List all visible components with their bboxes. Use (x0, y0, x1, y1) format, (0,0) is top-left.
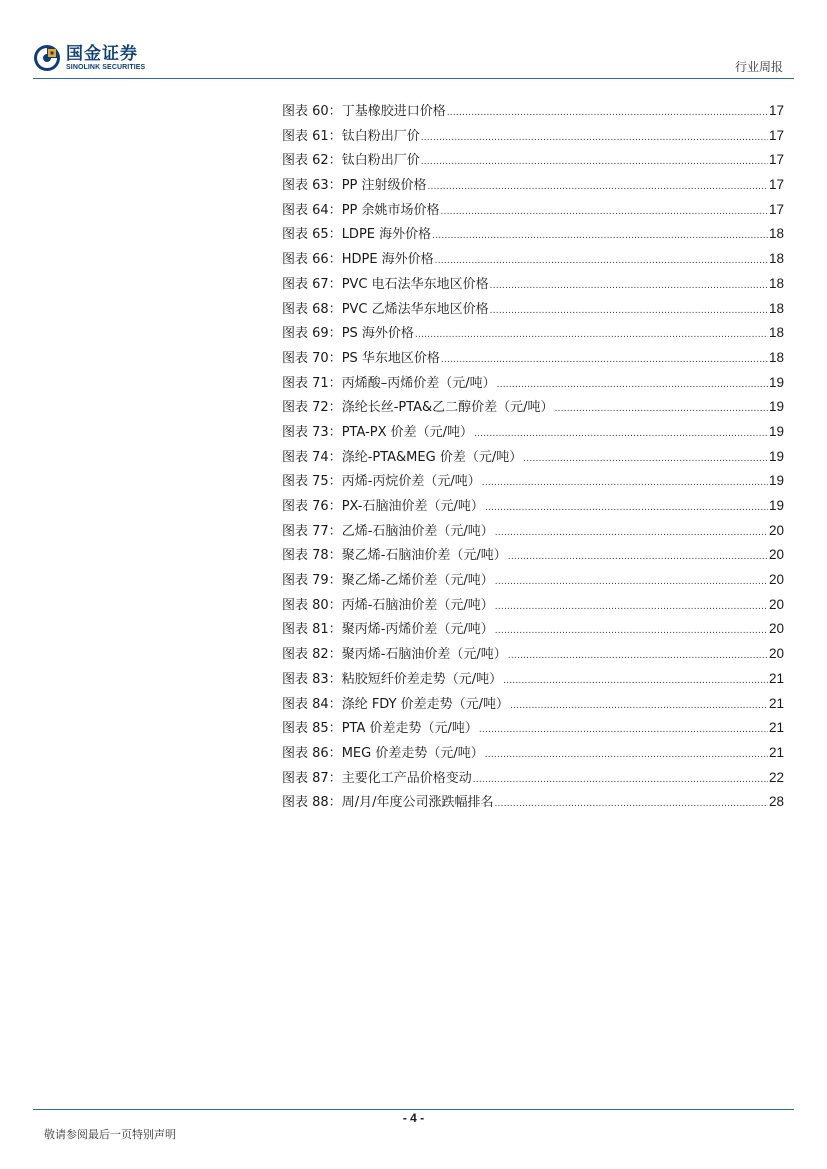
toc-dot-leader (510, 694, 768, 719)
toc-entry-page: 21 (768, 720, 784, 736)
toc-entry[interactable] (282, 395, 784, 420)
toc-entry-title: PVC 乙烯法华东地区价格 (341, 301, 489, 317)
toc-entry-title: 聚乙烯-石脑油价差（元/吨） (341, 548, 507, 564)
toc-entry[interactable] (282, 222, 784, 247)
toc-dot-leader (508, 644, 768, 669)
toc-entry-page: 21 (768, 744, 784, 760)
toc-entry-page: 20 (768, 646, 784, 662)
report-type-label: 行业周报 (734, 60, 783, 74)
toc-entry[interactable] (282, 617, 784, 642)
toc-dot-leader (494, 792, 768, 817)
toc-entry-title: 粘胶短纤价差走势（元/吨） (341, 671, 503, 687)
toc-entry-label: 图表 74： (282, 449, 342, 465)
toc-entry-title: 丁基橡胶进口价格 (341, 104, 446, 119)
toc-entry-page: 18 (768, 226, 784, 242)
toc-entry[interactable] (282, 494, 784, 519)
toc-entry[interactable] (282, 790, 784, 815)
toc-entry-page: 20 (768, 547, 784, 563)
toc-dot-leader (485, 743, 768, 768)
toc-entry-label: 图表 84： (282, 696, 342, 712)
toc-entry-label: 图表 75： (282, 474, 342, 490)
toc-entry-label: 图表 70： (282, 350, 342, 366)
toc-entry-title: PTA-PX 价差（元/吨） (341, 424, 474, 440)
toc-dot-leader (495, 595, 768, 620)
toc-entry[interactable] (282, 445, 784, 470)
toc-entry-label: 图表 65： (282, 227, 342, 243)
toc-entry-label: 图表 79： (282, 573, 342, 589)
toc-entry-title: 丙烯酸–丙烯价差（元/吨） (341, 375, 496, 391)
toc-entry[interactable] (282, 198, 784, 223)
toc-dot-leader (435, 249, 768, 274)
toc-dot-leader (503, 669, 768, 694)
toc-entry[interactable] (282, 543, 784, 568)
toc-entry-page: 17 (768, 201, 784, 217)
toc-entry-page: 28 (768, 794, 784, 810)
toc-entry-title: PS 华东地区价格 (341, 350, 440, 366)
toc-entry[interactable] (282, 741, 784, 766)
toc-entry-title: LDPE 海外价格 (341, 227, 432, 243)
toc-entry[interactable] (282, 272, 784, 297)
toc-entry-title: MEG 价差走势（元/吨） (341, 745, 484, 761)
toc-dot-leader (447, 101, 768, 126)
toc-dot-leader (473, 768, 768, 793)
toc-entry-title: 聚丙烯-石脑油价差（元/吨） (341, 647, 507, 663)
toc-entry-label: 图表 60： (282, 104, 342, 119)
toc-entry-title: 涤纶长丝-PTA&乙二醇价差（元/吨） (341, 400, 554, 416)
toc-entry[interactable] (282, 568, 784, 593)
toc-entry[interactable] (282, 371, 784, 396)
toc-dot-leader (490, 299, 768, 324)
toc-entry-label: 图表 87： (282, 770, 342, 786)
toc-dot-leader (555, 397, 768, 422)
toc-entry-title: 钛白粉出厂价 (341, 128, 420, 144)
toc-entry-label: 图表 78： (282, 548, 342, 564)
toc-entry-title: 乙烯-石脑油价差（元/吨） (341, 523, 494, 539)
toc-entry-page: 18 (768, 251, 784, 267)
toc-dot-leader (495, 570, 768, 595)
toc-entry-title: 丙烯-石脑油价差（元/吨） (341, 597, 494, 613)
toc-entry-label: 图表 69： (282, 326, 342, 342)
toc-entry-label: 图表 86： (282, 745, 342, 761)
toc-entry[interactable] (282, 148, 784, 173)
toc-dot-leader (441, 348, 768, 373)
toc-entry-page: 20 (768, 522, 784, 538)
toc-dot-leader (485, 496, 768, 521)
toc-dot-leader (490, 274, 768, 299)
toc-entry-title: PVC 电石法华东地区价格 (341, 276, 489, 292)
toc-entry[interactable] (282, 593, 784, 618)
toc-entry-label: 图表 68： (282, 301, 342, 317)
toc-entry-label: 图表 83： (282, 671, 342, 687)
toc-entry-label: 图表 66： (282, 252, 342, 268)
toc-entry-page: 18 (768, 300, 784, 316)
sinolink-logo-icon (33, 44, 61, 72)
toc-entry-label: 图表 80： (282, 597, 342, 613)
toc-entry-page: 19 (768, 498, 784, 513)
toc-entry-page: 19 (768, 448, 784, 464)
toc-entry[interactable] (282, 124, 784, 149)
toc-dot-leader (495, 521, 768, 546)
toc-entry-label: 图表 67： (282, 276, 342, 292)
toc-entry-page: 20 (768, 596, 784, 612)
logo-english-name: SINOLINK SECURITIES (66, 63, 146, 71)
toc-entry[interactable] (282, 469, 784, 494)
toc-entry-page: 17 (768, 177, 784, 193)
toc-entry-page: 18 (768, 275, 784, 291)
toc-entry-label: 图表 62： (282, 153, 342, 169)
company-logo (33, 44, 145, 72)
toc-entry-title: HDPE 海外价格 (341, 252, 434, 268)
toc-dot-leader (497, 373, 768, 398)
toc-entry-label: 图表 73： (282, 424, 342, 440)
toc-entry-label: 图表 82： (282, 647, 342, 663)
logo-chinese-name: 国金证券 (66, 43, 138, 64)
page-number: - 4 - (402, 1111, 425, 1125)
toc-entry-page: 21 (768, 695, 784, 711)
toc-entry-page: 18 (768, 349, 784, 365)
toc-entry-title: 主要化工产品价格变动 (341, 770, 472, 786)
toc-entry[interactable] (282, 642, 784, 667)
toc-entry-label: 图表 61： (282, 128, 342, 144)
toc-entry-page: 19 (768, 473, 784, 489)
toc-dot-leader (421, 150, 768, 175)
toc-entry-title: 聚乙烯-乙烯价差（元/吨） (341, 573, 494, 589)
toc-entry-page: 19 (768, 423, 784, 439)
toc-entry[interactable] (282, 766, 784, 791)
toc-entry-page: 22 (768, 769, 784, 785)
toc-entry-page: 19 (768, 374, 784, 390)
toc-entry-title: PS 海外价格 (341, 326, 414, 342)
toc-entry-label: 图表 85： (282, 721, 342, 737)
toc-entry[interactable] (282, 297, 784, 322)
toc-entry-title: 涤纶-PTA&MEG 价差（元/吨） (341, 449, 523, 465)
toc-dot-leader (474, 422, 768, 447)
toc-entry-page: 19 (768, 399, 784, 415)
toc-entry[interactable] (282, 667, 784, 692)
toc-entry-title: PP 注射级价格 (341, 178, 427, 194)
toc-dot-leader (495, 619, 768, 644)
toc-entry-page: 17 (768, 152, 784, 168)
toc-entry[interactable] (282, 519, 784, 544)
toc-entry-label: 图表 77： (282, 523, 342, 539)
toc-dot-leader (523, 447, 768, 472)
footer-divider (33, 1109, 794, 1110)
toc-entry-title: 钛白粉出厂价 (341, 153, 420, 169)
toc-entry-page: 20 (768, 621, 784, 637)
toc-entry-page: 17 (768, 103, 784, 118)
toc-entry-label: 图表 71： (282, 375, 342, 391)
toc-entry[interactable] (282, 99, 784, 124)
toc-dot-leader (508, 545, 768, 570)
toc-entry[interactable] (282, 346, 784, 371)
toc-entry-title: 涤纶 FDY 价差走势（元/吨） (341, 696, 510, 712)
toc-entry-title: PP 余姚市场价格 (341, 202, 440, 218)
toc-entry-title: 周/月/年度公司涨跌幅排名 (341, 795, 494, 811)
toc-entry-page: 17 (768, 127, 784, 143)
figure-list (282, 99, 784, 815)
toc-entry[interactable] (282, 247, 784, 272)
toc-entry-page: 21 (768, 670, 784, 686)
toc-entry-label: 图表 63： (282, 178, 342, 194)
toc-entry[interactable] (282, 716, 784, 741)
toc-entry-page: 20 (768, 572, 784, 588)
disclaimer-text: 敬请参阅最后一页特别声明 (44, 1128, 176, 1141)
toc-entry[interactable] (282, 420, 784, 445)
toc-entry[interactable] (282, 321, 784, 346)
toc-dot-leader (479, 718, 768, 743)
toc-entry-title: 聚丙烯-丙烯价差（元/吨） (341, 622, 494, 638)
toc-dot-leader (482, 471, 768, 496)
page-header (0, 0, 827, 80)
toc-entry[interactable] (282, 173, 784, 198)
toc-entry-title: 丙烯-丙烷价差（元/吨） (341, 474, 481, 490)
toc-dot-leader (415, 323, 768, 348)
toc-dot-leader (428, 175, 768, 200)
toc-entry-label: 图表 76： (282, 499, 342, 514)
toc-dot-leader (421, 126, 768, 151)
toc-dot-leader (432, 224, 768, 249)
toc-entry-title: PTA 价差走势（元/吨） (341, 721, 478, 737)
toc-entry-label: 图表 72： (282, 400, 342, 416)
toc-entry-label: 图表 88： (282, 795, 342, 811)
toc-entry-label: 图表 81： (282, 622, 342, 638)
toc-entry-label: 图表 64： (282, 202, 342, 218)
toc-entry-page: 18 (768, 325, 784, 341)
toc-entry-title: PX-石脑油价差（元/吨） (341, 499, 484, 514)
header-divider (33, 78, 794, 79)
toc-dot-leader (441, 200, 768, 225)
toc-entry[interactable] (282, 692, 784, 717)
